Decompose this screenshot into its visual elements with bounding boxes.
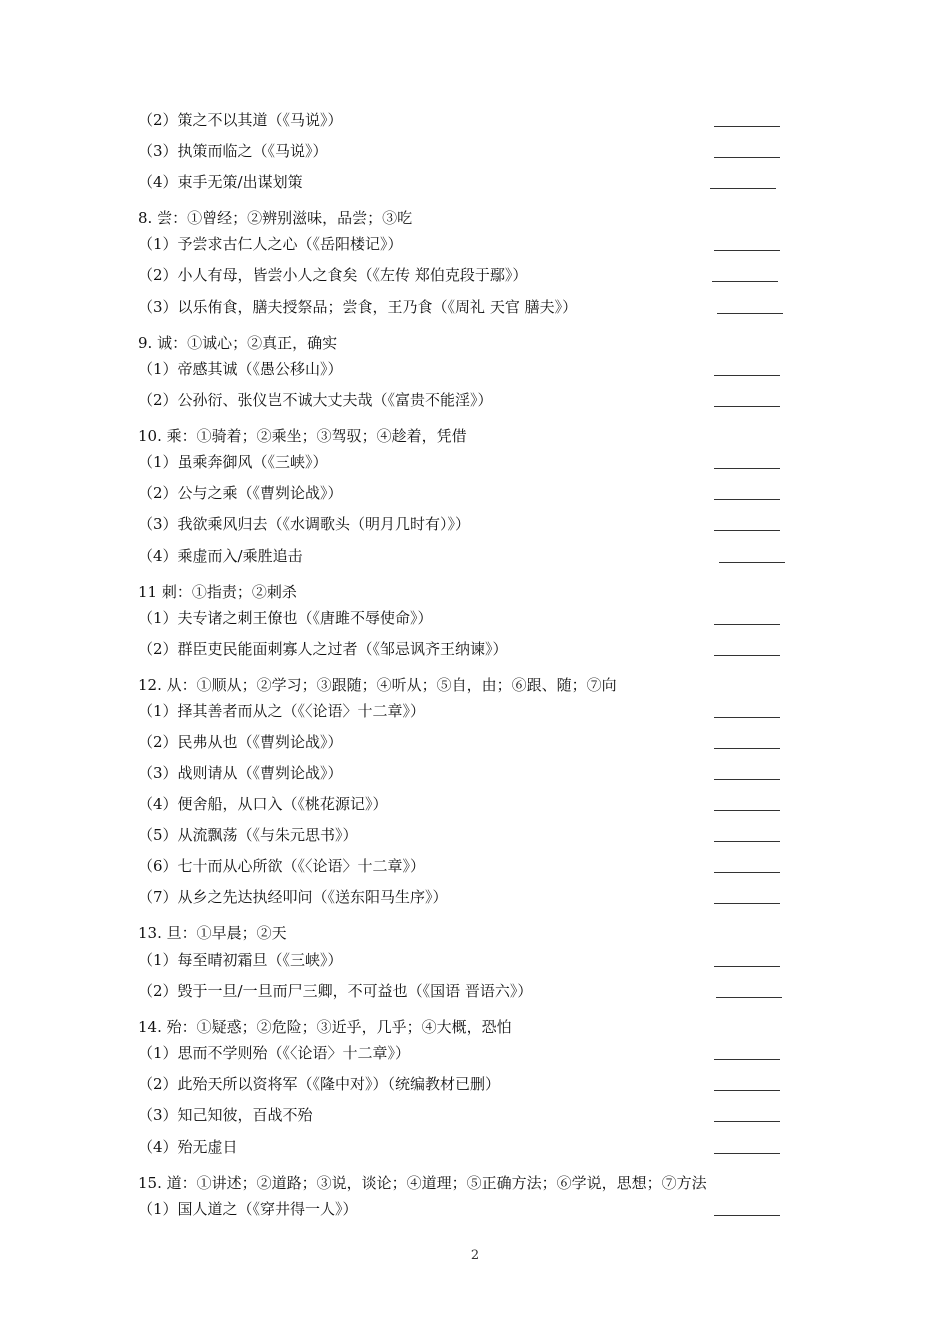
exercise-item <box>0 852 950 880</box>
exercise-item <box>0 728 950 756</box>
exercise-item <box>0 448 950 476</box>
exercise-item <box>0 697 950 725</box>
page-number: 2 <box>470 1248 480 1263</box>
exercise-item <box>0 1070 950 1098</box>
answer-blank[interactable] <box>714 530 780 531</box>
exercise-item <box>0 542 950 570</box>
exercise-text: （2）毁于一旦/一旦而尸三卿，不可益也（《国语 晋语六》） <box>138 982 533 1000</box>
entry-definition: 13. 旦：①早晨；②天 <box>138 924 287 942</box>
exercise-item <box>0 1101 950 1129</box>
exercise-text: （2）民弗从也（《曹刿论战》） <box>138 733 343 751</box>
entry-heading <box>0 1013 950 1041</box>
entry-heading <box>0 671 950 699</box>
entry-definition: 15. 道：①讲述；②道路；③说，谈论；④道理；⑤正确方法；⑥学说，思想；⑦方法 <box>138 1174 707 1192</box>
exercise-item <box>0 355 950 383</box>
exercise-text: （3）我欲乘风归去（《水调歌头（明月几时有）》） <box>138 515 471 533</box>
exercise-item <box>0 1133 950 1161</box>
entry-definition: 10. 乘：①骑着；②乘坐；③驾驭；④趁着，凭借 <box>138 427 467 445</box>
exercise-item <box>0 230 950 258</box>
answer-blank[interactable] <box>714 1059 780 1060</box>
exercise-text: （2）公与之乘（《曹刿论战》） <box>138 484 343 502</box>
answer-blank[interactable] <box>719 562 785 563</box>
entry-heading <box>0 422 950 450</box>
exercise-item <box>0 386 950 414</box>
entry-heading <box>0 919 950 947</box>
exercise-text: （2）公孙衍、张仪岂不诚大丈夫哉（《富贵不能淫》） <box>138 391 493 409</box>
entry-definition: 9. 诚：①诚心；②真正，确实 <box>138 334 338 352</box>
exercise-text: （1）帝感其诚（《愚公移山》） <box>138 360 343 378</box>
answer-blank[interactable] <box>714 1215 780 1216</box>
answer-blank[interactable] <box>714 157 780 158</box>
answer-blank[interactable] <box>712 281 778 282</box>
answer-blank[interactable] <box>714 810 780 811</box>
exercise-text: （1）虽乘奔御风（《三峡》） <box>138 453 328 471</box>
exercise-text: （1）夫专诸之刺王僚也（《唐雎不辱使命》） <box>138 609 433 627</box>
exercise-item <box>0 1195 950 1223</box>
exercise-item <box>0 604 950 632</box>
entry-definition: 11 刺：①指责；②刺杀 <box>138 583 297 601</box>
exercise-item <box>0 635 950 663</box>
answer-blank[interactable] <box>714 375 780 376</box>
exercise-item <box>0 977 950 1005</box>
exercise-text: （3）执策而临之（《马说》） <box>138 142 328 160</box>
exercise-text: （1）思而不学则殆（《〈论语〉十二章》） <box>138 1044 411 1062</box>
exercise-text: （3）战则请从（《曹刿论战》） <box>138 764 343 782</box>
entry-heading <box>0 578 950 606</box>
entry-heading <box>0 329 950 357</box>
exercise-text: （4）束手无策/出谋划策 <box>138 173 303 191</box>
exercise-text: （1）择其善者而从之（《〈论语〉十二章》） <box>138 702 426 720</box>
exercise-text: （1）每至晴初霜旦（《三峡》） <box>138 951 343 969</box>
answer-blank[interactable] <box>716 997 782 998</box>
answer-blank[interactable] <box>714 748 780 749</box>
exercise-item <box>0 1039 950 1067</box>
answer-blank[interactable] <box>714 499 780 500</box>
exercise-item <box>0 883 950 911</box>
answer-blank[interactable] <box>714 655 780 656</box>
answer-blank[interactable] <box>714 841 780 842</box>
exercise-text: （2）群臣吏民能面刺寡人之过者（《邹忌讽齐王纳谏》） <box>138 640 508 658</box>
exercise-text: （5）从流飘荡（《与朱元思书》） <box>138 826 358 844</box>
exercise-text: （1）国人道之（《穿井得一人》） <box>138 1200 358 1218</box>
entry-definition: 14. 殆：①疑惑；②危险；③近乎，几乎；④大概，恐怕 <box>138 1018 512 1036</box>
exercise-text: （2）此殆天所以资将军（《隆中对》）（统编教材已删） <box>138 1075 501 1093</box>
answer-blank[interactable] <box>710 188 776 189</box>
exercise-text: （6）七十而从心所欲（《〈论语〉十二章》） <box>138 857 426 875</box>
exercise-item <box>0 946 950 974</box>
exercise-text: （4）便舍船，从口入（《桃花源记》） <box>138 795 388 813</box>
exercise-item <box>0 106 950 134</box>
exercise-text: （2）小人有母，皆尝小人之食矣（《左传 郑伯克段于鄢》） <box>138 266 528 284</box>
answer-blank[interactable] <box>714 1153 780 1154</box>
exercise-item <box>0 510 950 538</box>
answer-blank[interactable] <box>714 624 780 625</box>
entry-definition: 12. 从：①顺从；②学习；③跟随；④听从；⑤自，由；⑥跟、随；⑦向 <box>138 676 617 694</box>
exercise-item <box>0 479 950 507</box>
answer-blank[interactable] <box>714 966 780 967</box>
answer-blank[interactable] <box>714 1121 780 1122</box>
answer-blank[interactable] <box>714 468 780 469</box>
answer-blank[interactable] <box>714 903 780 904</box>
exercise-text: （4）殆无虚日 <box>138 1138 238 1156</box>
exercise-text: （7）从乡之先达执经叩问（《送东阳马生序》） <box>138 888 448 906</box>
exercise-item <box>0 168 950 196</box>
answer-blank[interactable] <box>717 313 783 314</box>
exercise-item <box>0 790 950 818</box>
answer-blank[interactable] <box>714 872 780 873</box>
exercise-item <box>0 137 950 165</box>
exercise-item <box>0 821 950 849</box>
exercise-text: （2）策之不以其道（《马说》） <box>138 111 343 129</box>
answer-blank[interactable] <box>714 1090 780 1091</box>
entry-heading <box>0 204 950 232</box>
answer-blank[interactable] <box>714 250 780 251</box>
entry-definition: 8. 尝：①曾经；②辨别滋味，品尝；③吃 <box>138 209 413 227</box>
answer-blank[interactable] <box>714 406 780 407</box>
exercise-item <box>0 759 950 787</box>
entry-heading <box>0 1169 950 1197</box>
exercise-text: （4）乘虚而入/乘胜追击 <box>138 547 303 565</box>
answer-blank[interactable] <box>714 126 780 127</box>
exercise-item <box>0 293 950 321</box>
exercise-text: （3）以乐侑食，膳夫授祭品；尝食，王乃食（《周礼 天官 膳夫》） <box>138 298 578 316</box>
exercise-text: （1）予尝求古仁人之心（《岳阳楼记》） <box>138 235 403 253</box>
exercise-item <box>0 261 950 289</box>
exercise-text: （3）知己知彼，百战不殆 <box>138 1106 313 1124</box>
answer-blank[interactable] <box>714 779 780 780</box>
answer-blank[interactable] <box>714 717 780 718</box>
